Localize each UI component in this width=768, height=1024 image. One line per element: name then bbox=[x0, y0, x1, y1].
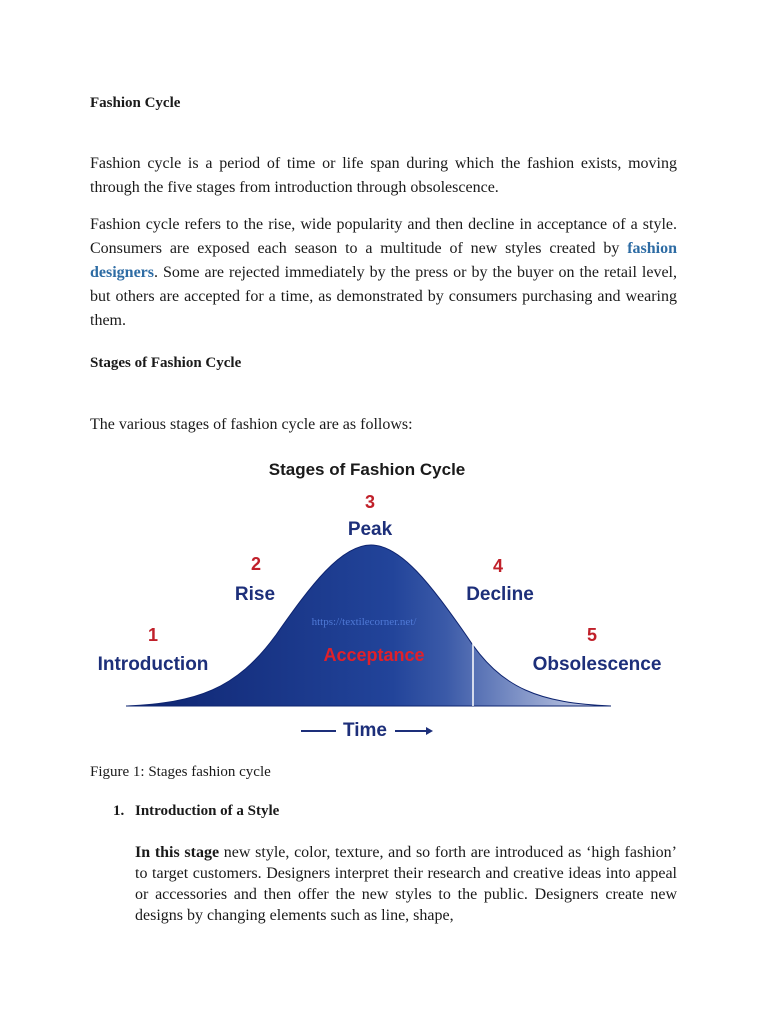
stage-2-number: 2 bbox=[250, 554, 262, 574]
paragraph-text-start: Fashion cycle refers to the rise, wide popularity and then decline in acceptance of a style. Consumers are exposed each season to a multitude of new styles created by bbox=[90, 216, 677, 257]
stage-4-label: Decline bbox=[466, 584, 534, 605]
figure-caption: Figure 1: Stages fashion cycle bbox=[90, 764, 271, 780]
fashion-cycle-figure bbox=[86, 445, 686, 750]
paragraph-description bbox=[90, 213, 677, 333]
stage-2-label: Rise bbox=[234, 584, 276, 605]
introduction-paragraph bbox=[135, 842, 677, 926]
stage-5-label: Obsolescence bbox=[532, 654, 662, 675]
page-title: Fashion Cycle bbox=[90, 95, 181, 111]
watermark-text: https://textilecorner.net/ bbox=[311, 616, 417, 628]
section-heading-stages: Stages of Fashion Cycle bbox=[90, 355, 242, 371]
stage-1-label: Introduction bbox=[97, 654, 209, 675]
paragraph-definition: Fashion cycle is a period of time or life span during which the fashion exists, moving through the five stages from introduction through obsolescence. bbox=[90, 155, 677, 196]
figure-title: Stages of Fashion Cycle bbox=[268, 460, 466, 479]
time-label: Time bbox=[342, 720, 388, 741]
paragraph-text-end: . Some are rejected immediately by the press or by the buyer on the retail level, but others are accepted for a time, as demonstrated by consumers purchasing and wearing them. bbox=[90, 264, 677, 329]
stage-4-number: 4 bbox=[492, 556, 504, 576]
intro-body-text: new style, color, texture, and so forth are introduced as ‘high fashion’ to target customers. Designers interpret their research and creative ideas into appeal or accessories and then offer the new styles to the public. Designers create new designs by changing elements such as line, shape, bbox=[135, 844, 677, 924]
stages-intro-text: The various stages of fashion cycle are as follows: bbox=[90, 416, 413, 433]
fashion-designers-link[interactable]: fashion designers bbox=[90, 240, 677, 281]
acceptance-label: Acceptance bbox=[323, 645, 425, 665]
intro-bold-lead: In this stage bbox=[135, 844, 220, 861]
stage-1-number: 1 bbox=[147, 625, 159, 645]
list-item-introduction bbox=[113, 803, 279, 820]
list-item-number: 1. bbox=[113, 803, 125, 819]
list-item-heading: Introduction of a Style bbox=[135, 803, 280, 819]
stage-3-number: 3 bbox=[364, 492, 376, 512]
stage-3-label: Peak bbox=[347, 519, 393, 540]
stage-5-number: 5 bbox=[586, 625, 598, 645]
time-arrow-icon bbox=[426, 727, 433, 735]
